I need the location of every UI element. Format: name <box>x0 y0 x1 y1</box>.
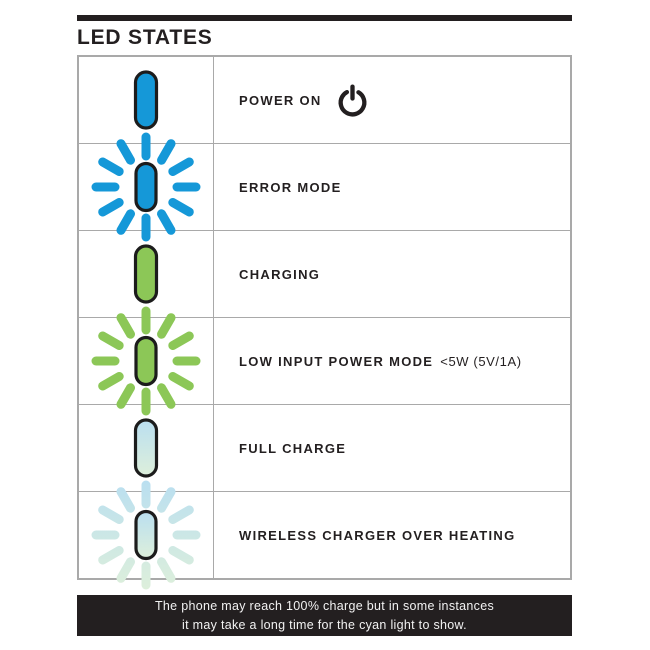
row-label: ERROR MODE <box>239 179 342 195</box>
row-label: POWER ON <box>239 92 322 108</box>
footnote-line-1: The phone may reach 100% charge but in some instances <box>154 598 494 613</box>
page-title: LED STATES <box>77 26 213 49</box>
label-cell <box>214 318 570 404</box>
content-column <box>77 0 572 636</box>
power-icon <box>335 83 370 118</box>
footnote-bar <box>77 595 572 636</box>
led-states-table <box>77 55 572 580</box>
row-label: WIRELESS CHARGER OVER HEATING <box>239 527 516 543</box>
label-cell <box>214 231 570 317</box>
footnote-line-2: it may take a long time for the cyan light to show. <box>182 617 467 632</box>
top-rule <box>77 15 572 21</box>
label-cell <box>214 57 570 143</box>
led-blinking-cyan-icon <box>86 475 206 595</box>
row-label-suffix: <5W (5V/1A) <box>440 353 522 369</box>
row-wireless-charger-over-heating <box>79 491 570 578</box>
row-label: CHARGING <box>239 266 321 282</box>
label-cell <box>214 144 570 230</box>
row-label: LOW INPUT POWER MODE <box>239 353 434 369</box>
label-cell <box>214 492 570 578</box>
label-cell <box>214 405 570 491</box>
row-label: FULL CHARGE <box>239 440 347 456</box>
led-cell <box>79 492 214 578</box>
